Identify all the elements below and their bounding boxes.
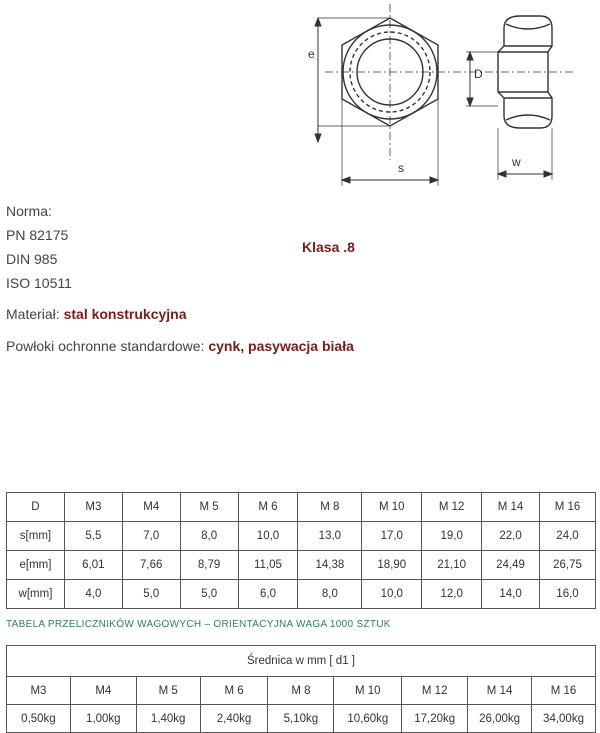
dims-header-cell: M 6 [238, 493, 298, 522]
weights-header-cell: Średnica w mm [ d1 ] [7, 646, 596, 677]
dims-cell: 24,49 [482, 551, 540, 580]
dims-cell: 13,0 [298, 522, 362, 551]
weights-weights-row [7, 705, 596, 733]
dims-row [7, 493, 596, 522]
dims-row [7, 522, 596, 551]
weights-value-cell: 1,00kg [70, 705, 136, 733]
dims-header-cell: D [7, 493, 65, 522]
weights-size-cell: M 14 [468, 677, 532, 705]
weights-sizes-row [7, 677, 596, 705]
dims-header-cell: M3 [64, 493, 122, 522]
dims-cell: 18,90 [362, 551, 422, 580]
class-label: Klasa .8 [302, 239, 355, 255]
dims-cell: 8,79 [180, 551, 238, 580]
dims-cell: 26,75 [540, 551, 596, 580]
weights-size-cell: M 5 [136, 677, 200, 705]
weights-size-cell: M 12 [402, 677, 468, 705]
weights-value-cell: 34,00kg [532, 705, 596, 733]
weights-table [6, 645, 596, 733]
dims-header-cell: M4 [122, 493, 180, 522]
dims-cell: 6,01 [64, 551, 122, 580]
dims-cell: 5,0 [122, 580, 180, 609]
weights-header-row [7, 646, 596, 677]
dim-label-e: e [308, 47, 315, 61]
dims-cell: 5,0 [180, 580, 238, 609]
dims-header-cell: M 14 [482, 493, 540, 522]
weights-value-cell: 0,50kg [7, 705, 71, 733]
dims-cell: 22,0 [482, 522, 540, 551]
dims-cell: 16,0 [540, 580, 596, 609]
dims-cell: 10,0 [362, 580, 422, 609]
weights-value-cell: 2,40kg [200, 705, 268, 733]
dims-header-cell: M 8 [298, 493, 362, 522]
norms-heading: Norma: [6, 203, 52, 219]
dims-header-cell: M 16 [540, 493, 596, 522]
dimensions-table [6, 492, 596, 609]
dims-cell: 11,05 [238, 551, 298, 580]
dims-cell: 10,0 [238, 522, 298, 551]
weights-size-cell: M4 [70, 677, 136, 705]
hex-nut-drawing [290, 0, 590, 195]
dims-cell: s[mm] [7, 522, 65, 551]
weights-size-cell: M 6 [200, 677, 268, 705]
weights-value-cell: 1,40kg [136, 705, 200, 733]
dims-cell: 17,0 [362, 522, 422, 551]
material-label: Materiał: [6, 306, 60, 322]
weights-size-cell: M 16 [532, 677, 596, 705]
dims-cell: 8,0 [298, 580, 362, 609]
weights-caption: TABELA PRZELICZNIKÓW WAGOWYCH – ORIENTACYJNA WAGA 1000 SZTUK [6, 619, 391, 630]
dims-cell: w[mm] [7, 580, 65, 609]
weights-value-cell: 5,10kg [268, 705, 334, 733]
weights-value-cell: 10,60kg [334, 705, 402, 733]
dims-cell: 8,0 [180, 522, 238, 551]
dims-cell: 14,38 [298, 551, 362, 580]
dims-cell: 5,5 [64, 522, 122, 551]
weights-value-cell: 26,00kg [468, 705, 532, 733]
dims-cell: 12,0 [422, 580, 482, 609]
dims-cell: 14,0 [482, 580, 540, 609]
coating-label: Powłoki ochronne standardowe: [6, 338, 205, 354]
norm-item: DIN 985 [6, 251, 58, 267]
dims-row [7, 580, 596, 609]
weights-size-cell: M 8 [268, 677, 334, 705]
weights-value-cell: 17,20kg [402, 705, 468, 733]
norm-item: PN 82175 [6, 227, 69, 243]
dims-header-cell: M 5 [180, 493, 238, 522]
material-value: stal konstrukcyjna [63, 306, 187, 322]
dims-cell: 6,0 [238, 580, 298, 609]
dims-cell: 21,10 [422, 551, 482, 580]
dims-header-cell: M 10 [362, 493, 422, 522]
norm-item: ISO 10511 [6, 275, 72, 291]
dims-cell: 7,0 [122, 522, 180, 551]
material-line [6, 306, 187, 322]
dims-row [7, 551, 596, 580]
weights-size-cell: M 10 [334, 677, 402, 705]
dim-label-w: w [512, 155, 521, 169]
dim-label-D: D [474, 67, 483, 81]
dim-label-s: s [398, 161, 404, 175]
dims-cell: 4,0 [64, 580, 122, 609]
dims-cell: 7,66 [122, 551, 180, 580]
dims-cell: 19,0 [422, 522, 482, 551]
weights-size-cell: M3 [7, 677, 71, 705]
coating-value: cynk, pasywacja biała [208, 338, 354, 354]
dims-cell: e[mm] [7, 551, 65, 580]
dims-cell: 24,0 [540, 522, 596, 551]
coating-line [6, 338, 354, 354]
dims-header-cell: M 12 [422, 493, 482, 522]
